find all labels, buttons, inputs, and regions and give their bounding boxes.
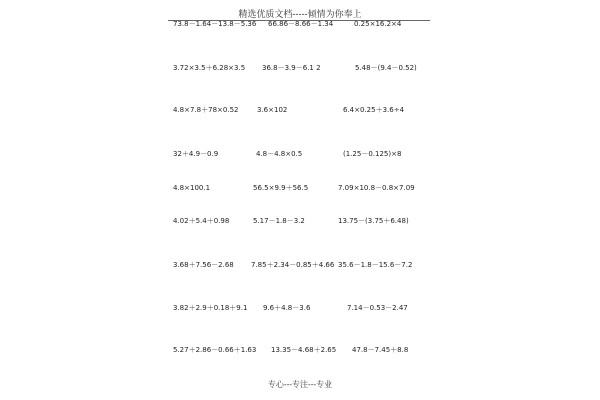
problem-6-2: 5.17－1.8－3.2 xyxy=(253,217,305,225)
problem-5-3: 7.09×10.8－0.8×7.09 xyxy=(338,184,415,192)
problem-8-2: 9.6＋4.8－3.6 xyxy=(263,304,311,312)
problem-2-3: 5.48－(9.4－0.52) xyxy=(355,64,417,72)
problem-7-2: 7.85＋2.34－0.85＋4.66 xyxy=(251,261,335,269)
problem-1-3: 0.25×16.2×4 xyxy=(354,20,402,28)
problem-row-9 xyxy=(0,345,600,357)
problem-9-2: 13.35－4.68＋2.65 xyxy=(271,346,337,354)
problem-row-4 xyxy=(0,149,600,161)
problem-2-1: 3.72×3.5＋6.28×3.5 xyxy=(173,64,246,72)
problem-1-1: 73.8－1.64－13.8－5.36 xyxy=(173,20,257,28)
problem-5-1: 4.8×100.1 xyxy=(173,184,211,192)
problem-row-7 xyxy=(0,260,600,272)
problem-row-2 xyxy=(0,63,600,75)
problem-4-1: 32＋4.9－0.9 xyxy=(173,150,219,158)
problem-7-3: 35.6－1.8－15.6－7.2 xyxy=(338,261,413,269)
problem-9-3: 47.8－7.45＋8.8 xyxy=(352,346,409,354)
problem-4-3: (1.25－0.125)×8 xyxy=(343,150,402,158)
problem-3-2: 3.6×102 xyxy=(257,106,288,114)
problem-5-2: 56.5×9.9＋56.5 xyxy=(253,184,309,192)
problem-7-1: 3.68＋7.56－2.68 xyxy=(173,261,234,269)
problem-2-2: 36.8－3.9－6.1 2 xyxy=(262,64,321,72)
problem-row-3 xyxy=(0,105,600,117)
problem-8-3: 7.14－0.53－2.47 xyxy=(347,304,408,312)
problem-row-1 xyxy=(0,19,600,31)
problem-3-3: 6.4×0.25＋3.6÷4 xyxy=(343,106,405,114)
problem-8-1: 3.82＋2.9＋0.18＋9.1 xyxy=(173,304,248,312)
problem-3-1: 4.8×7.8＋78×0.52 xyxy=(173,106,239,114)
problem-9-1: 5.27＋2.86－0.66＋1.63 xyxy=(173,346,257,354)
problem-6-3: 13.75－(3.75＋6.48) xyxy=(338,217,409,225)
problem-row-8 xyxy=(0,303,600,315)
problem-4-2: 4.8－4.8×0.5 xyxy=(256,150,303,158)
page-header: 精选优质文档-----倾情为你奉上 xyxy=(238,10,362,20)
problem-row-5 xyxy=(0,183,600,195)
problem-row-6 xyxy=(0,216,600,228)
problem-1-2: 66.86－8.66－1.34 xyxy=(268,20,334,28)
problem-6-1: 4.02＋5.4＋0.98 xyxy=(173,217,230,225)
page-footer: 专心---专注---专业 xyxy=(267,380,333,389)
